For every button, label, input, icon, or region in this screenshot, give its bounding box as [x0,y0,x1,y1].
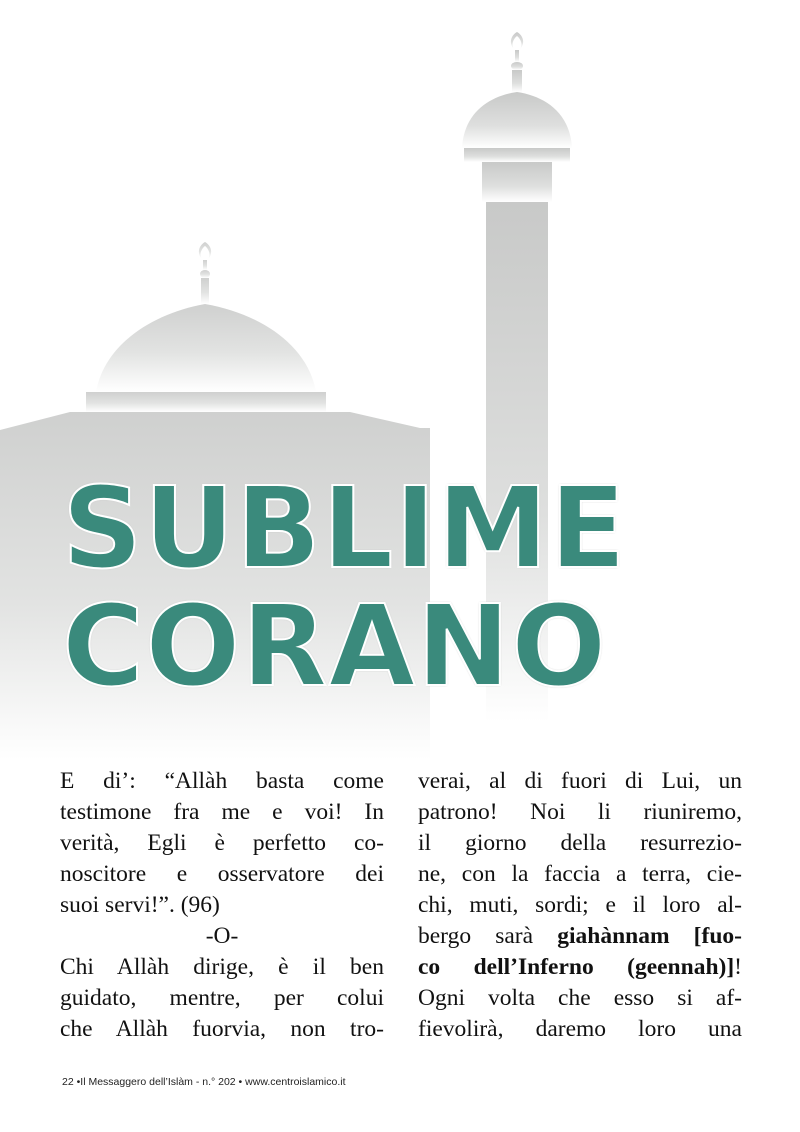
text-line: testimone fra me e voi! In [60,799,384,825]
text-fragment: ! [734,954,742,980]
text-column-left [60,766,384,1045]
text-line: Ogni volta che esso si af- [418,985,742,1011]
page-title [62,464,627,712]
text-line: fievolirà, daremo loro una [418,1016,742,1042]
section-separator: -O- [205,923,239,949]
text-line: chi, muti, sordi; e il loro al- [418,892,742,918]
page-number: 22 [62,1076,74,1088]
text-line: Chi Allàh dirige, è il ben [60,954,384,980]
text-column-right [418,766,742,1045]
footer-separator: • [73,1076,81,1088]
text-line: che Allàh fuorvia, non tro- [60,1016,384,1042]
text-line [418,952,742,983]
text-line: verità, Egli è perfetto co- [60,830,384,856]
text-line: verai, al di fuori di Lui, un [418,768,742,794]
text-line: suoi servi!”. (96) [60,892,220,918]
footer-separator: • [235,1076,246,1088]
text-line [418,921,742,952]
bold-term: giahànnam [fuo- [557,923,742,949]
text-fragment: bergo sarà [418,923,558,949]
page-footer [62,1076,346,1088]
website-url: www.centroislamico.it [245,1076,346,1088]
bold-term: co dell’Inferno (geennah)] [418,954,735,980]
text-line: patrono! Noi li riuniremo, [418,799,742,825]
text-line: il giorno della resurrezio- [418,830,742,856]
title-line-1: SUBLIME [62,464,627,594]
magazine-name: Il Messaggero dell’Islàm - n.° 202 [80,1076,236,1088]
text-line: ne, con la faccia a terra, cie- [418,861,742,887]
text-line: noscitore e osservatore dei [60,861,384,887]
text-line: guidato, mentre, per colui [60,985,384,1011]
title-line-2: CORANO [62,582,608,712]
text-line: E di’: “Allàh basta come [60,768,384,794]
